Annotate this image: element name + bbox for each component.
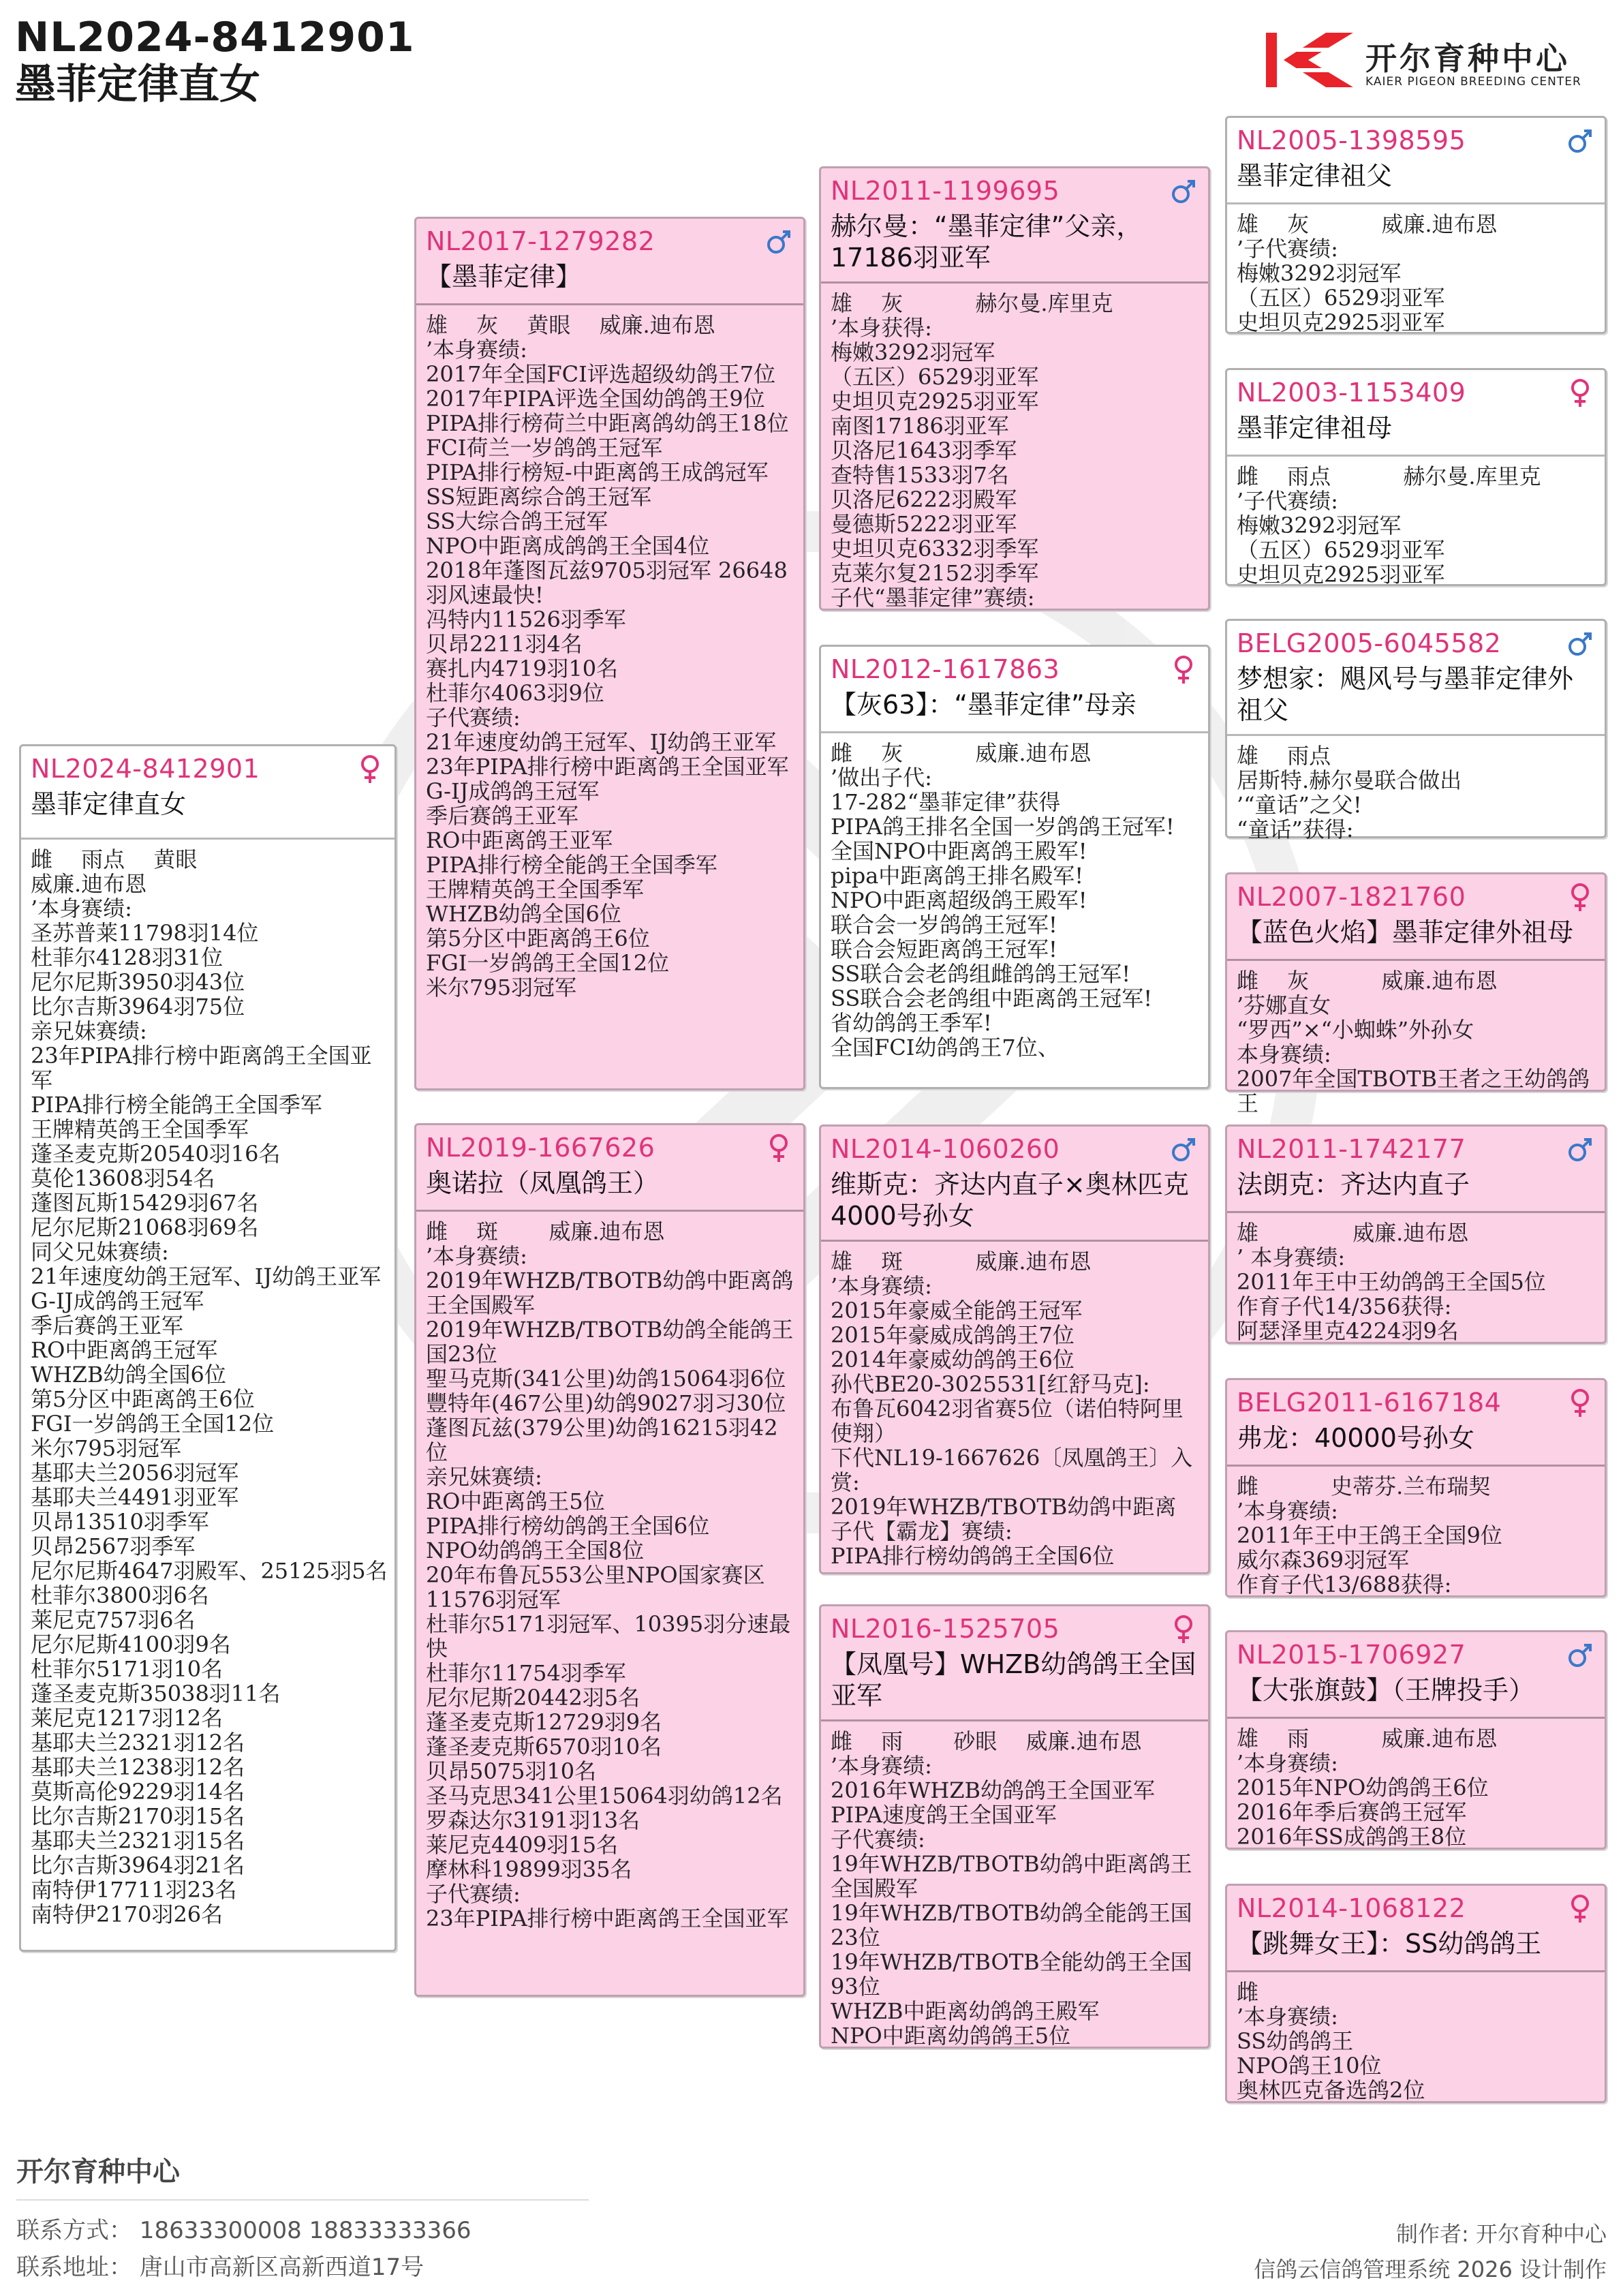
detail-line: 亲兄妹赛绩: (31, 1018, 147, 1044)
detail-line: 比尔吉斯3964羽21名 (31, 1852, 245, 1878)
detail-line: SS联合会老鸽组中距离鸽王冠军! (831, 985, 1153, 1011)
kaier-logo-icon (1263, 27, 1359, 93)
ring-number: NL2003-1153409 (1237, 378, 1466, 408)
card-divider (1227, 1717, 1605, 1719)
pigeon-details (426, 1219, 798, 1995)
detail-line: 基耶夫兰1238羽12名 (31, 1754, 245, 1780)
female-icon (1566, 1893, 1594, 1924)
card-dam-sire[interactable] (819, 1124, 1210, 1574)
detail-line: 2018年蓬图瓦兹9705羽冠军 26648羽风速最快! (426, 557, 788, 608)
detail-line: 23年PIPA排行榜中距离鸽王全国亚军 (426, 754, 789, 780)
pigeon-details (1237, 1980, 1599, 2101)
detail-line: ’本身赛绩: (31, 896, 132, 921)
card-sire[interactable] (414, 217, 805, 1090)
pigeon-title: 墨菲定律直女 (31, 789, 187, 819)
pigeon-title: 奥诺拉（凤凰鸽王） (426, 1168, 660, 1198)
female-icon (1566, 881, 1594, 913)
pigeon-details (1237, 1726, 1599, 1848)
detail-line: 蓬图瓦斯15429羽67名 (31, 1190, 259, 1216)
detail-line: ’本身赛绩: (1237, 2004, 1338, 2030)
detail-line: 子代赛绩: (426, 705, 521, 731)
detail-line: 莱尼克4409羽15名 (426, 1832, 619, 1858)
card-divider (1227, 734, 1605, 736)
detail-line: 雄 灰 赫尔曼.库里克 (831, 290, 1113, 316)
detail-line: FGI一岁鸽鸽王全国12位 (426, 950, 670, 976)
card-subject[interactable] (19, 744, 397, 1952)
detail-line: 威廉.迪布恩 (31, 871, 147, 897)
card-divider (821, 1240, 1208, 1242)
detail-line: 雄 灰 威廉.迪布恩 (1237, 211, 1498, 237)
pigeon-title: 弗龙：40000号孙女 (1237, 1423, 1474, 1453)
detail-line: 雄 威廉.迪布恩 (1237, 1220, 1469, 1246)
pedigree-header (15, 15, 415, 109)
detail-line: ’本身获得: (831, 315, 932, 341)
detail-line: 蓬图瓦兹(379公里)幼鸽16215羽42位 (426, 1415, 778, 1465)
ring-number: NL2005-1398595 (1237, 125, 1466, 155)
detail-line: 2015年豪威全能鸽王冠军 (831, 1298, 1083, 1323)
footer-divider (16, 2199, 589, 2201)
detail-line: 2017年PIPA评选全国幼鸽鸽王9位 (426, 386, 765, 412)
detail-line: 杜菲尔5171羽冠军、10395羽分速最快 (426, 1611, 791, 1662)
card-divider (21, 838, 395, 840)
card-dam-sire-sire[interactable] (1225, 1124, 1607, 1344)
detail-line: 21年速度幼鸽王冠军、IJ幼鸽王亚军 (426, 729, 777, 755)
detail-line: FGI一岁鸽鸽王全国12位 (31, 1411, 275, 1437)
pigeon-details (31, 847, 389, 1950)
detail-line: 摩林科19899羽35名 (426, 1856, 632, 1882)
detail-line: WHZB中距离幼鸽鸽王殿军 (831, 1998, 1100, 2024)
ring-number: NL2014-1068122 (1237, 1893, 1466, 1923)
detail-line: 基耶夫兰4491羽亚军 (31, 1484, 239, 1510)
detail-line: 雌 灰 威廉.迪布恩 (1237, 968, 1498, 994)
male-icon (765, 226, 792, 257)
pigeon-title: 【墨菲定律】 (426, 262, 582, 292)
detail-line: RO中距离鸽王冠军 (31, 1337, 218, 1363)
detail-line: 王牌精英鸽王全国季军 (426, 876, 645, 902)
card-sire-sire-sire[interactable] (1225, 116, 1607, 334)
detail-line: 作育子代13/688获得: (1237, 1572, 1452, 1597)
detail-line: RO中距离鸽王5位 (426, 1488, 605, 1514)
detail-line: PIPA排行榜幼鸽鸽王全国6位 (831, 1543, 1115, 1569)
pigeon-details (1237, 1221, 1599, 1342)
card-divider (416, 1210, 803, 1212)
detail-line: ’本身赛绩: (1237, 1750, 1338, 1776)
detail-line: ’芬娜直女 (1237, 992, 1331, 1018)
detail-line: “童话”获得: (1237, 816, 1354, 842)
card-divider (416, 303, 803, 305)
detail-line: 雌 雨点 赫尔曼.库里克 (1237, 463, 1541, 489)
detail-line: 省幼鸽鸽王季军! (831, 1010, 992, 1036)
pigeon-details (831, 1729, 1203, 2047)
detail-line: 雌 灰 威廉.迪布恩 (831, 740, 1092, 766)
pigeon-details (831, 291, 1203, 609)
footer-org-name: 开尔育种中心 (16, 2156, 180, 2188)
detail-line: PIPA排行榜全能鸽王全国季军 (426, 852, 717, 878)
detail-line: 基耶夫兰2321羽12名 (31, 1730, 245, 1756)
pigeon-title: 【跳舞女王】：SS幼鸽鸽王 (1237, 1929, 1542, 1959)
detail-line: 尼尔尼斯4647羽殿军、25125羽5名 (31, 1558, 388, 1584)
detail-line: NPO幼鸽鸽王全国8位 (426, 1537, 645, 1563)
detail-line: PIPA排行榜幼鸽鸽王全国6位 (426, 1513, 710, 1539)
detail-line: 史坦贝克2925羽亚军 (831, 388, 1039, 414)
detail-line: ’ 本身赛绩: (1237, 1244, 1346, 1270)
detail-line: FCI荷兰一岁鸽鸽王冠军 (426, 435, 663, 461)
card-dam-dam-dam[interactable] (1225, 1884, 1607, 2103)
detail-line: 2016年WHZB幼鸽鸽王全国亚军 (831, 1777, 1155, 1803)
ring-number: NL2016-1525705 (831, 1614, 1060, 1644)
detail-line: ’本身赛绩: (1237, 1498, 1338, 1524)
detail-line: 南图17186羽亚军 (831, 413, 1009, 439)
female-icon (1170, 1613, 1197, 1644)
detail-line: WHZB幼鸽全国6位 (426, 901, 621, 927)
detail-line: 冯特内11526羽季军 (426, 607, 626, 632)
detail-line: 奥林匹克备选鸽2位 (1237, 2077, 1425, 2103)
detail-line: 豐特年(467公里)幼鸽9027羽习30位 (426, 1390, 786, 1416)
detail-line: 尼尔尼斯21068羽69名 (31, 1214, 259, 1240)
detail-line: 莫斯高伦9229羽14名 (31, 1779, 245, 1805)
card-dam-sire-dam[interactable] (1225, 1378, 1607, 1597)
detail-line: 杜菲尔4128羽31位 (31, 945, 223, 970)
detail-line: 蓬圣麦克斯12729羽9名 (426, 1709, 662, 1735)
detail-line: 雌 雨 砂眼 威廉.迪布恩 (831, 1728, 1142, 1754)
male-icon (1566, 1639, 1594, 1670)
detail-line: 圣苏普莱11798羽14位 (31, 920, 259, 946)
detail-line: （五区）6529羽亚军 (1237, 537, 1445, 563)
detail-line: “罗西”×“小蜘蛛”外孙女 (1237, 1017, 1474, 1043)
detail-line: 曼德斯5222羽亚军 (831, 511, 1017, 537)
card-divider (1227, 1970, 1605, 1972)
detail-line: 下代NL19-1667626〔凤凰鸽王〕入赏: (831, 1445, 1193, 1495)
detail-line: ’本身赛绩: (831, 1273, 932, 1299)
detail-line: 雄 灰 黄眼 威廉.迪布恩 (426, 312, 715, 338)
detail-line: PIPA鸽王排名全国一岁鸽鸽王冠军! (831, 814, 1175, 840)
detail-line: RO中距离鸽王亚军 (426, 827, 613, 853)
ring-number: NL2011-1742177 (1237, 1134, 1466, 1164)
detail-line: 2007年全国TBOTB王者之王幼鸽鸽王 (1237, 1066, 1590, 1116)
detail-line: 2014年豪威幼鸽鸽王6位 (831, 1347, 1075, 1373)
detail-line: 史坦贝克2925羽亚军 (1237, 562, 1445, 587)
detail-line: PIPA排行榜短-中距离鸽王成鸽冠军 (426, 459, 769, 485)
detail-line: 圣马克思341公里15064羽幼鸽12名 (426, 1783, 783, 1809)
detail-line: （五区）6529羽亚军 (831, 364, 1039, 390)
female-icon (1566, 1387, 1594, 1418)
pigeon-details (831, 1249, 1203, 1572)
detail-line: PIPA排行榜荷兰中距离鸽幼鸽王18位 (426, 410, 789, 436)
card-sire-dam[interactable] (819, 645, 1210, 1089)
detail-line: 克莱尔复2152羽季军 (831, 560, 1039, 586)
footer (16, 2150, 1607, 2296)
detail-line: 杜菲尔5171羽10名 (31, 1656, 223, 1682)
detail-line: NPO中距离成鸽鸽王全国4位 (426, 533, 710, 559)
detail-line: 子代“墨菲定律”赛绩: (831, 585, 1035, 611)
card-divider (821, 1719, 1208, 1721)
pigeon-title: 【蓝色火焰】墨菲定律外祖母 (1237, 917, 1574, 947)
pigeon-details (1237, 1474, 1599, 1595)
detail-line: 全国NPO中距离鸽王殿军! (831, 838, 1087, 864)
ring-number: NL2014-1060260 (831, 1134, 1060, 1164)
card-sire-sire[interactable] (819, 166, 1210, 611)
detail-line: 雌 史蒂芬.兰布瑞契 (1237, 1473, 1491, 1499)
card-dam[interactable] (414, 1123, 805, 1997)
footer-address: 联系地址： 唐山市高新区高新西道17号 (16, 2254, 424, 2281)
detail-line: 17-282“墨菲定律”获得 (831, 789, 1061, 815)
detail-line: 19年WHZB/TBOTB全能幼鸽王全国93位 (831, 1949, 1192, 2000)
male-icon (1170, 1133, 1197, 1165)
detail-line: 蓬圣麦克斯6570羽10名 (426, 1734, 662, 1760)
detail-line: 2015年豪威成鸽鸽王7位 (831, 1322, 1075, 1348)
detail-line: NPO中距离超级鸽王殿军! (831, 887, 1087, 913)
detail-line: 莱尼克757羽6名 (31, 1607, 196, 1633)
pigeon-details (1237, 743, 1599, 842)
pigeon-details (1237, 463, 1599, 587)
detail-line: 雌 (1237, 1979, 1259, 2005)
pigeon-details (1237, 211, 1599, 335)
detail-line: 季后赛鸽王亚军 (426, 803, 579, 829)
detail-line: ’子代赛绩: (1237, 236, 1338, 262)
detail-line: 尼尔尼斯4100羽9名 (31, 1632, 231, 1657)
detail-line: PIPA排行榜全能鸽王全国季军 (31, 1092, 322, 1118)
detail-line: 2016年SS成鸽鸽王8位 (1237, 1824, 1467, 1850)
ring-number: NL2007-1821760 (1237, 882, 1466, 912)
pigeon-title: 墨菲定律祖父 (1237, 161, 1393, 191)
detail-line: 杜菲尔4063羽9位 (426, 680, 604, 706)
detail-line: ’做出子代: (831, 765, 932, 791)
ring-number: NL2017-1279282 (426, 226, 655, 256)
detail-line: 19年WHZB/TBOTB幼鸽全能鸽王国23位 (831, 1900, 1192, 1950)
footer-design: 信鸽云信鸽管理系统 2026 设计制作 (1254, 2256, 1607, 2282)
detail-line: 比尔吉斯3964羽75位 (31, 994, 245, 1020)
card-divider (1227, 455, 1605, 457)
ring-number: NL2011-1199695 (831, 176, 1060, 206)
male-icon (1170, 175, 1197, 206)
detail-line: 贝洛尼6222羽殿军 (831, 487, 1017, 512)
detail-line: 子代【霸龙】赛绩: (831, 1518, 1013, 1544)
detail-line: 雄 雨 威廉.迪布恩 (1237, 1726, 1498, 1751)
detail-line: 雌 雨点 黄眼 (31, 846, 198, 872)
detail-line: 雄 斑 威廉.迪布恩 (831, 1249, 1092, 1274)
detail-line: 贝昂2211羽4名 (426, 631, 583, 657)
detail-line: pipa中距离鸽王排名殿军! (831, 863, 1084, 889)
detail-line: 莱尼克1217羽12名 (31, 1705, 223, 1731)
ring-number: NL2015-1706927 (1237, 1640, 1466, 1670)
detail-line: 王牌精英鸽王全国季军 (31, 1116, 249, 1142)
footer-maker: 制作者: 开尔育种中心 (1396, 2221, 1607, 2247)
detail-line: 尼尔尼斯20442羽5名 (426, 1685, 640, 1711)
detail-line: NPO鸽王10位 (1237, 2053, 1382, 2079)
detail-line: WHZB幼鸽全国6位 (31, 1362, 226, 1388)
detail-line: 梅嫩3292羽冠军 (1237, 512, 1402, 538)
pigeon-title: 【凤凰号】WHZB幼鸽鸽王全国亚军 (831, 1649, 1196, 1711)
detail-line: 史坦贝克6332羽季军 (831, 536, 1039, 562)
female-icon (765, 1132, 792, 1163)
detail-line: 第5分区中距离鸽王6位 (31, 1386, 255, 1412)
card-divider (1227, 959, 1605, 961)
detail-line: 米尔795羽冠军 (31, 1435, 182, 1461)
pigeon-details (1237, 968, 1599, 1116)
female-icon (356, 753, 384, 784)
footer-contact: 联系方式： 18633300008 18833333366 (16, 2217, 472, 2244)
detail-line: 比尔吉斯2170羽15名 (31, 1803, 245, 1829)
detail-line: 作育子代14/356获得: (1237, 1294, 1452, 1319)
detail-line: 莫伦13608羽54名 (31, 1165, 215, 1191)
card-sire-dam-dam[interactable] (1225, 872, 1607, 1116)
female-icon (1170, 654, 1197, 685)
detail-line: 米尔795羽冠军 (426, 975, 577, 1000)
detail-line: 史坦贝克2925羽亚军 (1237, 309, 1445, 335)
detail-line: 尼尔尼斯3950羽43位 (31, 969, 245, 995)
card-divider (1227, 1465, 1605, 1467)
ring-number: BELG2005-6045582 (1237, 628, 1502, 658)
detail-line: 阿瑟泽里克4224羽9名 (1237, 1318, 1459, 1344)
detail-line: 2019年WHZB/TBOTB幼鸽中距离鸽王全国殿军 (426, 1268, 794, 1318)
pigeon-details (831, 741, 1203, 1087)
detail-line: 同父兄妹赛绩: (31, 1239, 169, 1265)
ring-number: BELG2011-6167184 (1237, 1388, 1502, 1418)
detail-line: 雄 雨点 (1237, 743, 1331, 769)
detail-line: 联合会短距离鸽王冠军! (831, 936, 1057, 962)
subject-name: 墨菲定律直女 (15, 61, 260, 108)
detail-line: 基耶夫兰2056羽冠军 (31, 1460, 239, 1486)
card-divider (821, 731, 1208, 733)
card-divider (821, 281, 1208, 284)
detail-line: 2019年WHZB/TBOTB幼鸽中距离 (831, 1494, 1177, 1520)
detail-line: 贝昂2567羽季军 (31, 1533, 196, 1559)
male-icon (1566, 628, 1594, 659)
detail-line: 杜菲尔3800羽6名 (31, 1582, 209, 1608)
pigeon-title: 法朗克：齐达内直子 (1237, 1169, 1470, 1199)
detail-line: 罗森达尔3191羽13名 (426, 1807, 640, 1833)
card-sire-sire-dam[interactable] (1225, 368, 1607, 586)
card-dam-dam[interactable] (819, 1604, 1210, 2049)
detail-line: 季后赛鸽王亚军 (31, 1313, 184, 1338)
detail-line: SS幼鸽鸽王 (1237, 2028, 1354, 2054)
card-dam-dam-sire[interactable] (1225, 1630, 1607, 1850)
detail-line: ’“童话”之父! (1237, 792, 1362, 818)
female-icon (1566, 377, 1594, 408)
ring-number: NL2024-8412901 (31, 754, 260, 784)
male-icon (1566, 1133, 1594, 1165)
detail-line: 第5分区中距离鸽王6位 (426, 925, 650, 951)
detail-line: 23年PIPA排行榜中距离鸽王全国亚军 (31, 1043, 372, 1093)
detail-line: SS联合会老鸽组雌鸽鸽王冠军! (831, 961, 1131, 987)
detail-line: 2015年NPO幼鸽鸽王6位 (1237, 1775, 1489, 1801)
ring-number: NL2012-1617863 (831, 654, 1060, 684)
pigeon-title: 维斯克：齐达内直子×奥林匹克4000号孙女 (831, 1169, 1189, 1231)
detail-line: 孙代BE20-3025531[红舒马克]: (831, 1371, 1150, 1397)
detail-line: 2017年全国FCI评选超级幼鸽王7位 (426, 361, 776, 387)
detail-line: G-IJ成鸽鸽王冠军 (31, 1288, 204, 1314)
male-icon (1566, 125, 1594, 156)
ring-number: NL2019-1667626 (426, 1133, 655, 1163)
detail-line: 聖马克斯(341公里)幼鸽15064羽6位 (426, 1366, 786, 1392)
detail-line: NPO中距离幼鸽鸽王5位 (831, 2023, 1071, 2049)
brand-logo (1263, 27, 1604, 95)
card-sire-dam-sire[interactable] (1225, 619, 1607, 842)
detail-line: 南特伊2170羽26名 (31, 1901, 223, 1927)
subject-ring-number: NL2024-8412901 (15, 14, 415, 61)
detail-line: 梅嫩3292羽冠军 (1237, 260, 1402, 286)
detail-line: 子代赛绩: (831, 1826, 925, 1852)
pigeon-details (426, 313, 798, 1088)
detail-line: 21年速度幼鸽王冠军、IJ幼鸽王亚军 (31, 1264, 382, 1289)
detail-line: 23年PIPA排行榜中距离鸽王全国亚军 (426, 1905, 789, 1931)
detail-line: ’本身赛绩: (831, 1753, 932, 1779)
pigeon-title: 【灰63】：“墨菲定律”母亲 (831, 690, 1137, 720)
detail-line: PIPA速度鸽王全国亚军 (831, 1802, 1057, 1828)
detail-line: 亲兄妹赛绩: (426, 1464, 542, 1490)
pigeon-title: 梦想家：飓风号与墨菲定律外祖父 (1237, 664, 1574, 725)
detail-line: SS大综合鸽王冠军 (426, 508, 608, 534)
pigeon-title: 【大张旗鼓】（王牌投手） (1237, 1675, 1535, 1705)
detail-line: 梅嫩3292羽冠军 (831, 339, 995, 365)
detail-line: 威尔森369羽冠军 (1237, 1547, 1410, 1573)
detail-line: ’本身赛绩: (426, 1243, 527, 1269)
detail-line: G-IJ成鸽鸽王冠军 (426, 778, 600, 804)
detail-line: ’本身赛绩: (426, 337, 527, 363)
detail-line: （五区）6529羽亚军 (1237, 285, 1445, 311)
detail-line: 南特伊17711羽23名 (31, 1877, 237, 1903)
detail-line: 布鲁瓦6042羽省赛5位（诺伯特阿里使翔） (831, 1396, 1184, 1446)
card-divider (1227, 202, 1605, 204)
detail-line: 本身赛绩: (1237, 1041, 1331, 1067)
detail-line: 2011年王中王鸽王全国9位 (1237, 1522, 1502, 1548)
detail-line: ’子代赛绩: (1237, 488, 1338, 514)
detail-line: 雌 斑 威廉.迪布恩 (426, 1219, 665, 1244)
brand-name: 开尔育种中心 (1365, 40, 1570, 77)
detail-line: 贝昂13510羽季军 (31, 1509, 209, 1535)
detail-line: 2016年季后赛鸽王冠军 (1237, 1799, 1467, 1825)
detail-line: 居斯特.赫尔曼联合做出 (1237, 767, 1462, 793)
detail-line: 贝洛尼1643羽季军 (831, 438, 1017, 463)
detail-line: 贝昂5075羽10名 (426, 1758, 597, 1784)
detail-line: 2019年WHZB/TBOTB幼鸽全能鸽王国23位 (426, 1317, 794, 1367)
pigeon-title: 赫尔曼：“墨菲定律”父亲，17186羽亚军 (831, 211, 1143, 273)
detail-line: 子代赛绩: (426, 1881, 521, 1907)
card-divider (1227, 1211, 1605, 1213)
detail-line: 杜菲尔11754羽季军 (426, 1660, 626, 1686)
detail-line: 赛扎内4719羽10名 (426, 656, 619, 682)
detail-line: 蓬圣麦克斯20540羽16名 (31, 1141, 281, 1167)
detail-line: 20年布鲁瓦553公里NPO国家赛区11576羽冠军 (426, 1562, 765, 1612)
detail-line: SS短距离综合鸽王冠军 (426, 484, 652, 510)
detail-line: 2011年王中王幼鸽鸽王全国5位 (1237, 1269, 1546, 1295)
pigeon-title: 墨菲定律祖母 (1237, 413, 1393, 443)
detail-line: 19年WHZB/TBOTB幼鸽中距离鸽王全国殿军 (831, 1851, 1192, 1901)
detail-line: 查特售1533羽7名 (831, 462, 1009, 488)
detail-line: 联合会一岁鸽鸽王冠军! (831, 912, 1057, 938)
detail-line: 蓬圣麦克斯35038羽11名 (31, 1681, 281, 1706)
brand-subtitle: KAIER PIGEON BREEDING CENTER (1365, 75, 1581, 89)
detail-line: 基耶夫兰2321羽15名 (31, 1828, 245, 1854)
detail-line: 全国FCI幼鸽鸽王7位、 (831, 1035, 1060, 1060)
